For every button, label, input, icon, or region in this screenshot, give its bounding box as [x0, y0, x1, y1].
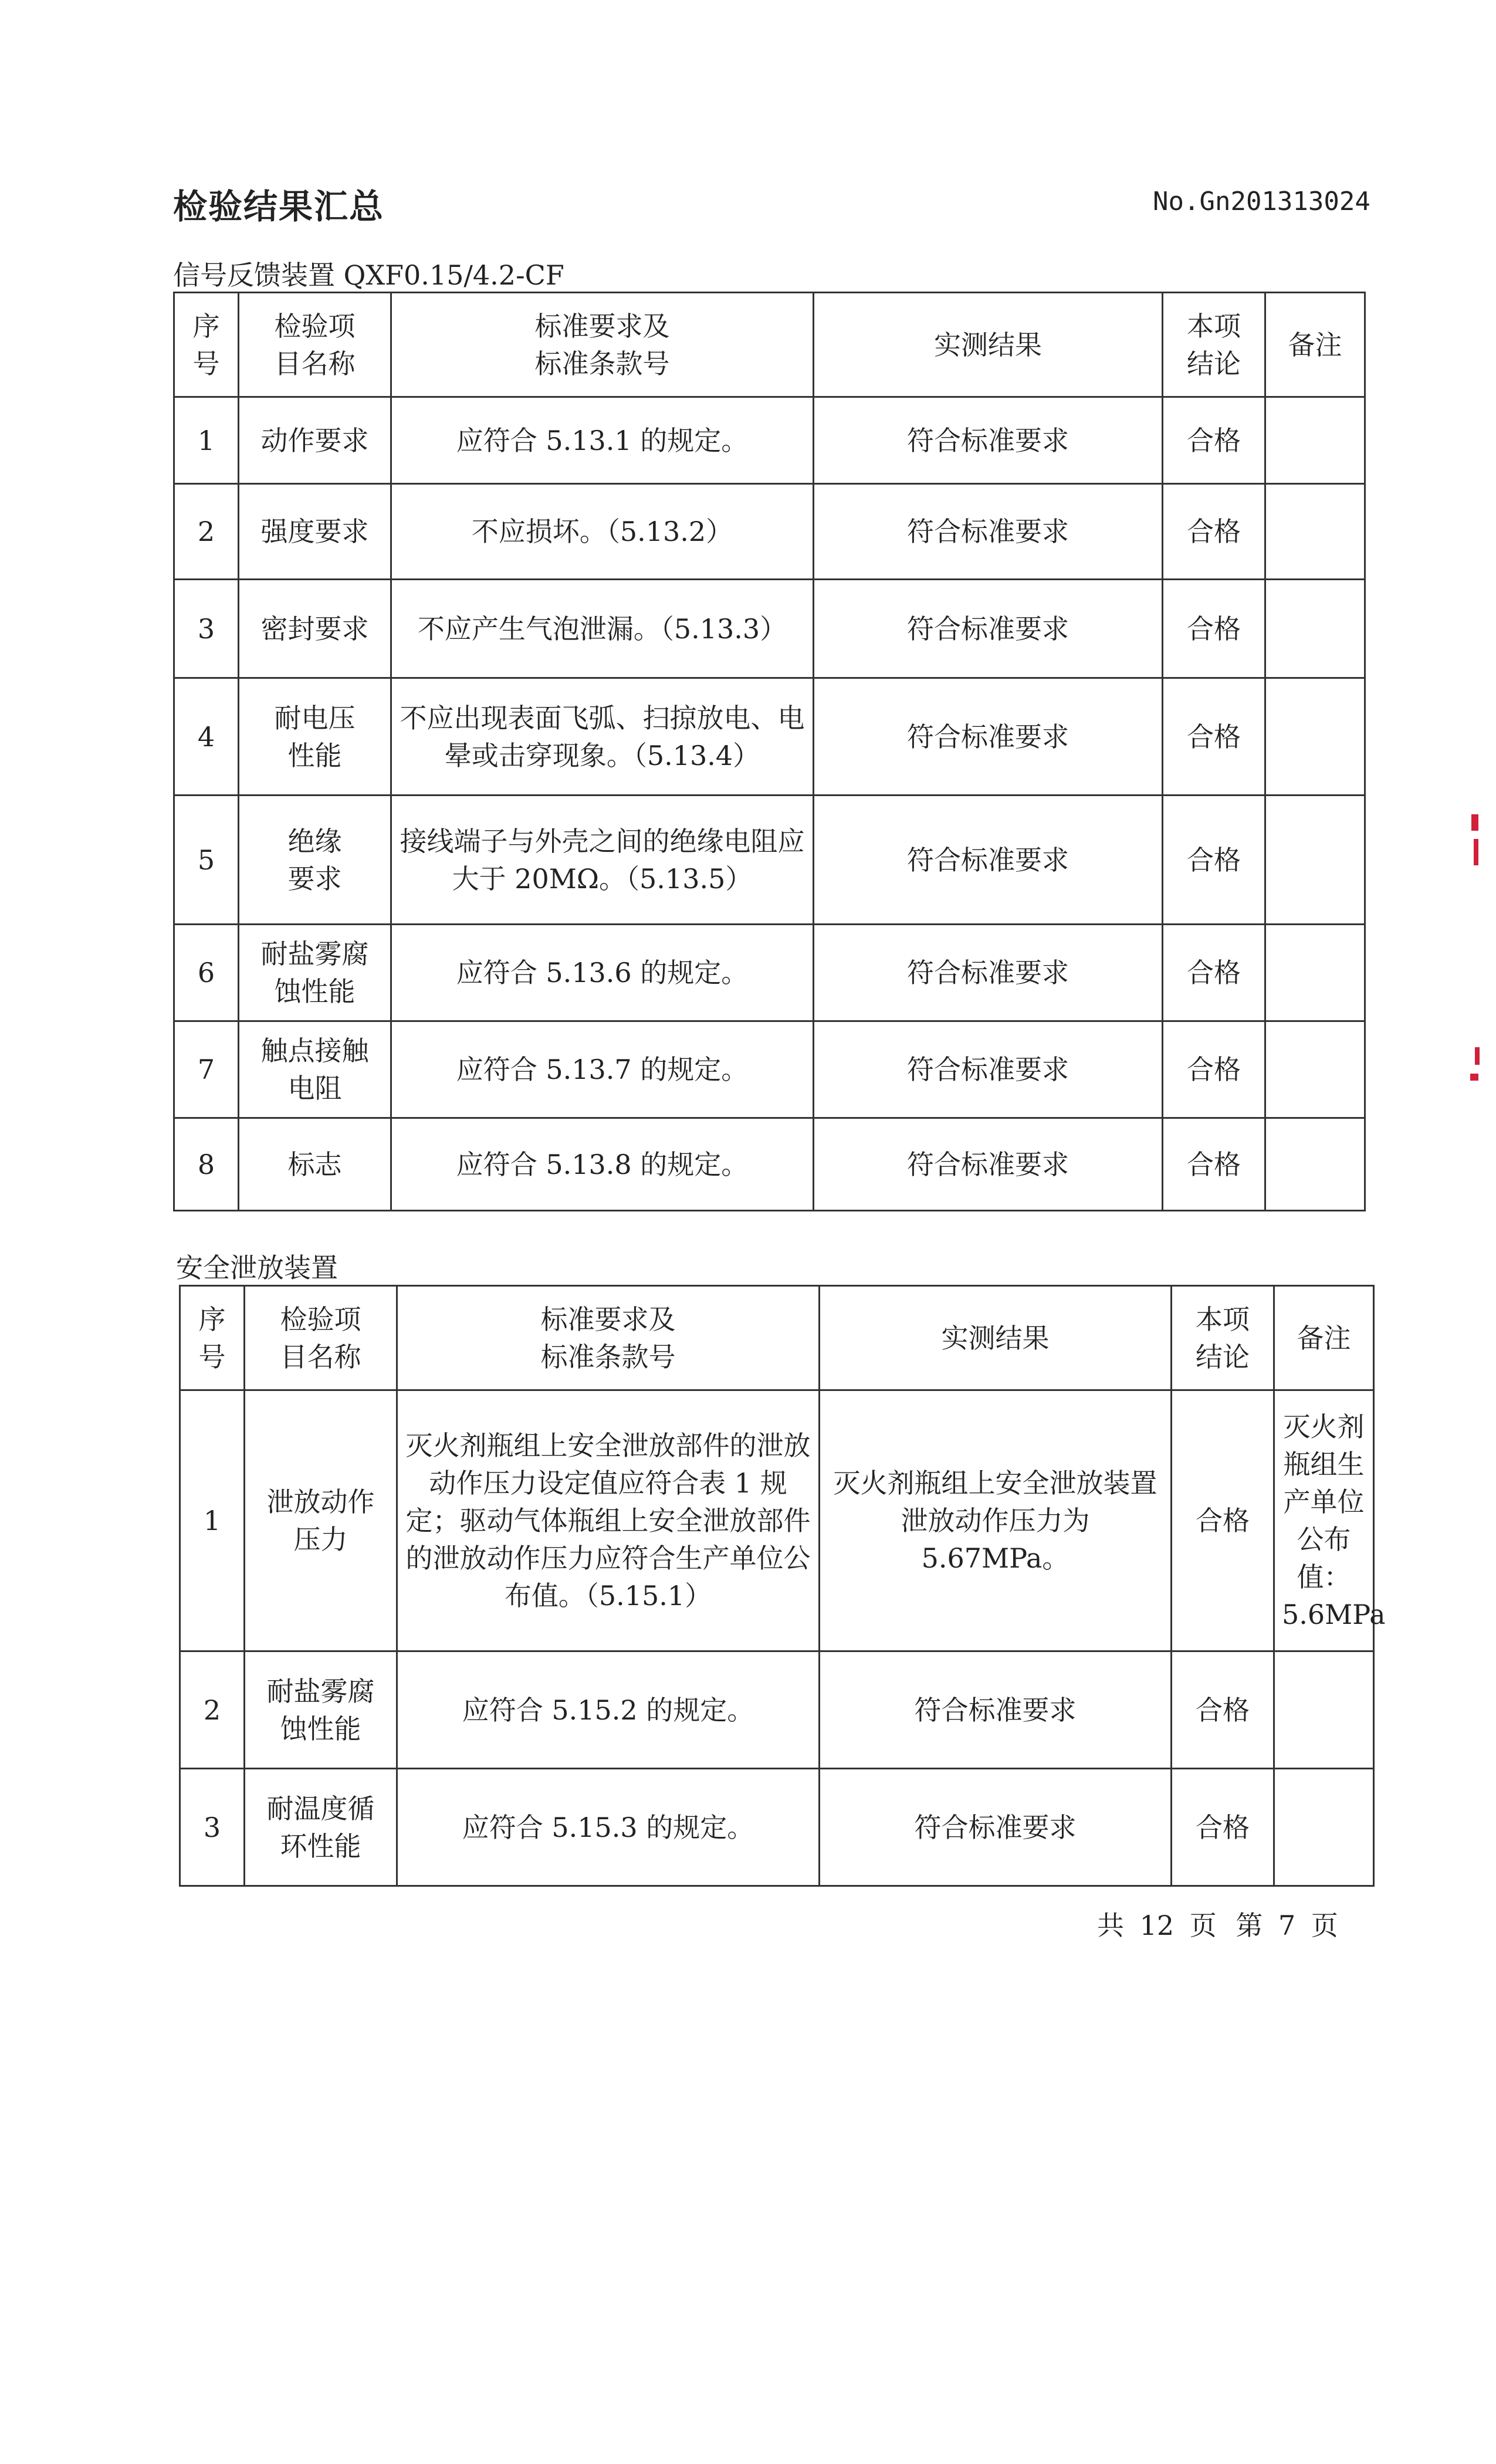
table-row: 2 耐盐雾腐 蚀性能 应符合 5.15.2 的规定。 符合标准要求 合格 [180, 1651, 1374, 1769]
table-row: 2 强度要求 不应损坏。（5.13.2） 符合标准要求 合格 [174, 484, 1365, 580]
header-result: 实测结果 [820, 1286, 1172, 1390]
header-note: 备注 [1274, 1286, 1374, 1390]
header-requirement: 标准要求及 标准条款号 [391, 293, 814, 397]
section1-table [173, 292, 1366, 1211]
section2-caption: 安全泄放装置 [176, 1252, 338, 1284]
seal-fragment [1470, 1074, 1478, 1081]
header-item: 检验项 目名称 [245, 1286, 397, 1390]
table-row: 7 触点接触 电阻 应符合 5.13.7 的规定。 符合标准要求 合格 [174, 1021, 1365, 1118]
table-row: 3 密封要求 不应产生气泡泄漏。（5.13.3） 符合标准要求 合格 [174, 580, 1365, 678]
header-seq: 序 号 [180, 1286, 245, 1390]
seal-fragment [1475, 1047, 1480, 1065]
seal-fragment [1471, 814, 1478, 831]
table-row: 5 绝缘 要求 接线端子与外壳之间的绝缘电阻应大于 20MΩ。（5.13.5） 符合标准要求 合格 [174, 796, 1365, 925]
header-result: 实测结果 [814, 293, 1163, 397]
header-conclusion: 本项 结论 [1172, 1286, 1274, 1390]
page-footer [1097, 1904, 1342, 1943]
section1-caption: 信号反馈装置 QXF0.15/4.2-CF [173, 259, 564, 291]
table-row: 4 耐电压 性能 不应出现表面飞弧、扫掠放电、电晕或击穿现象。（5.13.4） 符合标准要求 合格 [174, 678, 1365, 796]
table-row: 1 动作要求 应符合 5.13.1 的规定。 符合标准要求 合格 [174, 397, 1365, 484]
current-page: 第 7 页 [1236, 1910, 1338, 1941]
section2-table [179, 1285, 1386, 1887]
table-header-row [180, 1286, 1374, 1390]
header-conclusion: 本项 结论 [1163, 293, 1265, 397]
header-note: 备注 [1265, 293, 1365, 397]
header-seq: 序 号 [174, 293, 239, 397]
page-title: 检验结果汇总 [173, 187, 385, 226]
table-row: 1 泄放动作 压力 灭火剂瓶组上安全泄放部件的泄放动作压力设定值应符合表 1 规定；驱动气体瓶组上安全泄放部件的泄放动作压力应符合生产单位公布值。（5.15.1） 灭火剂瓶组上安全泄放装置泄放动作压力为 5.67MPa。 合格 灭火剂瓶组生产单位公布值：5.6MPa [180, 1390, 1374, 1651]
total-pages: 共 12 页 [1097, 1910, 1217, 1941]
table-header-row [174, 293, 1365, 397]
seal-fragment [1474, 839, 1478, 865]
table-row: 6 耐盐雾腐 蚀性能 应符合 5.13.6 的规定。 符合标准要求 合格 [174, 925, 1365, 1021]
header-requirement: 标准要求及 标准条款号 [397, 1286, 820, 1390]
table-row: 8 标志 应符合 5.13.8 的规定。 符合标准要求 合格 [174, 1118, 1365, 1211]
header-item: 检验项 目名称 [239, 293, 391, 397]
table-row: 3 耐温度循 环性能 应符合 5.15.3 的规定。 符合标准要求 合格 [180, 1769, 1374, 1886]
report-number: No.Gn201313024 [1153, 187, 1370, 216]
